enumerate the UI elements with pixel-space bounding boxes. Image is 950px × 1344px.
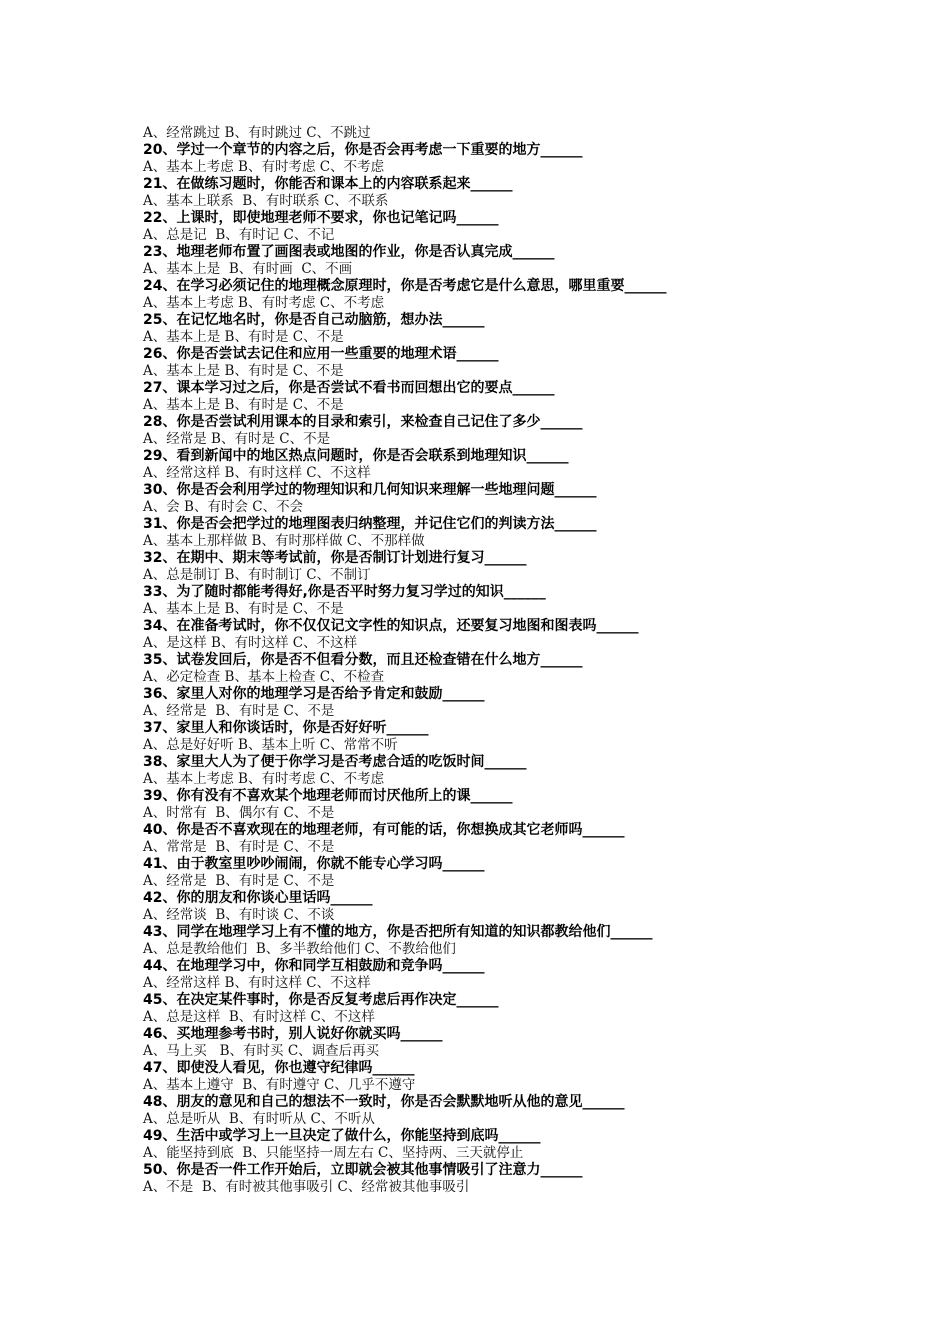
question-line: 30、你是否会利用学过的物理知识和几何知识来理解一些地理问题______: [143, 482, 597, 498]
options-line: A、必定检查 B、基本上检查 C、不检查: [143, 669, 385, 685]
options-line: A、是这样 B、有时这样 C、不这样: [143, 635, 358, 651]
options-line: A、不是 B、有时被其他事吸引 C、经常被其他事吸引: [143, 1179, 470, 1195]
question-line: 28、你是否尝试利用课本的目录和索引，来检查自己记住了多少______: [143, 414, 583, 430]
question-line: 25、在记忆地名时，你是否自己动脑筋，想办法______: [143, 312, 485, 328]
options-line: A、基本上联系 B、有时联系 C、不联系: [143, 193, 389, 209]
question-line: 21、在做练习题时，你能否和课本上的内容联系起来______: [143, 176, 513, 192]
options-line: A、基本上是 B、有时是 C、不是: [143, 397, 344, 413]
options-line: A、基本上是 B、有时是 C、不是: [143, 363, 344, 379]
question-line: 37、家里人和你谈话时，你是否好好听______: [143, 720, 429, 736]
question-line: 40、你是否不喜欢现在的地理老师，有可能的话，你想换成其它老师吗______: [143, 822, 625, 838]
question-line: 46、买地理参考书时，别人说好你就买吗______: [143, 1026, 443, 1042]
options-line: A、经常是 B、有时是 C、不是: [143, 703, 335, 719]
question-line: 36、家里人对你的地理学习是否给予肯定和鼓励______: [143, 686, 485, 702]
options-line: A、经常跳过 B、有时跳过 C、不跳过: [143, 125, 371, 141]
options-line: A、基本上遵守 B、有时遵守 C、几乎不遵守: [143, 1077, 416, 1093]
question-line: 35、试卷发回后，你是否不但看分数，而且还检查错在什么地方______: [143, 652, 583, 668]
options-line: A、总是记 B、有时记 C、不记: [143, 227, 335, 243]
question-line: 43、同学在地理学习上有不懂的地方，你是否把所有知道的知识都教给他们______: [143, 924, 653, 940]
options-line: A、经常这样 B、有时这样 C、不这样: [143, 465, 371, 481]
options-line: A、经常是 B、有时是 C、不是: [143, 873, 335, 889]
options-line: A、总是好好听 B、基本上听 C、常常不听: [143, 737, 398, 753]
question-line: 39、你有没有不喜欢某个地理老师而讨厌他所上的课______: [143, 788, 513, 804]
question-line: 50、你是否一件工作开始后，立即就会被其他事情吸引了注意力______: [143, 1162, 583, 1178]
options-line: A、基本上是 B、有时画 C、不画: [143, 261, 353, 277]
question-line: 48、朋友的意见和自己的想法不一致时，你是否会默默地听从他的意见______: [143, 1094, 625, 1110]
options-line: A、总是这样 B、有时这样 C、不这样: [143, 1009, 375, 1025]
question-line: 49、生活中或学习上一旦决定了做什么，你能坚持到底吗______: [143, 1128, 541, 1144]
options-line: A、基本上考虑 B、有时考虑 C、不考虑: [143, 295, 385, 311]
question-line: 47、即使没人看见，你也遵守纪律吗______: [143, 1060, 415, 1076]
options-line: A、基本上是 B、有时是 C、不是: [143, 601, 344, 617]
options-line: A、常常是 B、有时是 C、不是: [143, 839, 335, 855]
question-line: 44、在地理学习中，你和同学互相鼓励和竞争吗______: [143, 958, 485, 974]
question-line: 26、你是否尝试去记住和应用一些重要的地理术语______: [143, 346, 499, 362]
question-line: 29、看到新闻中的地区热点问题时，你是否会联系到地理知识______: [143, 448, 569, 464]
question-line: 24、在学习必须记住的地理概念原理时，你是否考虑它是什么意思，哪里重要______: [143, 278, 667, 294]
questionnaire-page: [143, 125, 843, 1196]
options-line: A、总是教给他们 B、多半教给他们 C、不教给他们: [143, 941, 456, 957]
options-line: A、时常有 B、偶尔有 C、不是: [143, 805, 335, 821]
options-line: A、会 B、有时会 C、不会: [143, 499, 304, 515]
options-line: A、基本上是 B、有时是 C、不是: [143, 329, 344, 345]
options-line: A、总是听从 B、有时听从 C、不听从: [143, 1111, 375, 1127]
options-line: A、经常谈 B、有时谈 C、不谈: [143, 907, 335, 923]
question-line: 31、你是否会把学过的地理图表归纳整理，并记住它们的判读方法______: [143, 516, 597, 532]
options-line: A、能坚持到底 B、只能坚持一周左右 C、坚持两、三天就停止: [143, 1145, 524, 1161]
options-line: A、总是制订 B、有时制订 C、不制订: [143, 567, 371, 583]
options-line: A、马上买 B、有时买 C、调查后再买: [143, 1043, 380, 1059]
question-line: 20、学过一个章节的内容之后，你是否会再考虑一下重要的地方______: [143, 142, 583, 158]
options-line: A、经常是 B、有时是 C、不是: [143, 431, 331, 447]
question-line: 38、家里大人为了便于你学习是否考虑合适的吃饭时间______: [143, 754, 527, 770]
question-line: 33、为了随时都能考得好,你是否平时努力复习学过的知识______: [143, 584, 546, 600]
options-line: A、基本上考虑 B、有时考虑 C、不考虑: [143, 771, 385, 787]
question-line: 27、课本学习过之后，你是否尝试不看书而回想出它的要点______: [143, 380, 555, 396]
question-line: 34、在准备考试时，你不仅仅记文字性的知识点，还要复习地图和图表吗______: [143, 618, 639, 634]
question-line: 42、你的朋友和你谈心里话吗______: [143, 890, 373, 906]
question-line: 23、地理老师布置了画图表或地图的作业，你是否认真完成______: [143, 244, 555, 260]
options-line: A、基本上那样做 B、有时那样做 C、不那样做: [143, 533, 425, 549]
question-line: 41、由于教室里吵吵闹闹，你就不能专心学习吗______: [143, 856, 485, 872]
options-line: A、基本上考虑 B、有时考虑 C、不考虑: [143, 159, 385, 175]
question-line: 45、在决定某件事时，你是否反复考虑后再作决定______: [143, 992, 499, 1008]
question-line: 32、在期中、期末等考试前，你是否制订计划进行复习______: [143, 550, 527, 566]
options-line: A、经常这样 B、有时这样 C、不这样: [143, 975, 371, 991]
question-line: 22、上课时，即使地理老师不要求，你也记笔记吗______: [143, 210, 499, 226]
